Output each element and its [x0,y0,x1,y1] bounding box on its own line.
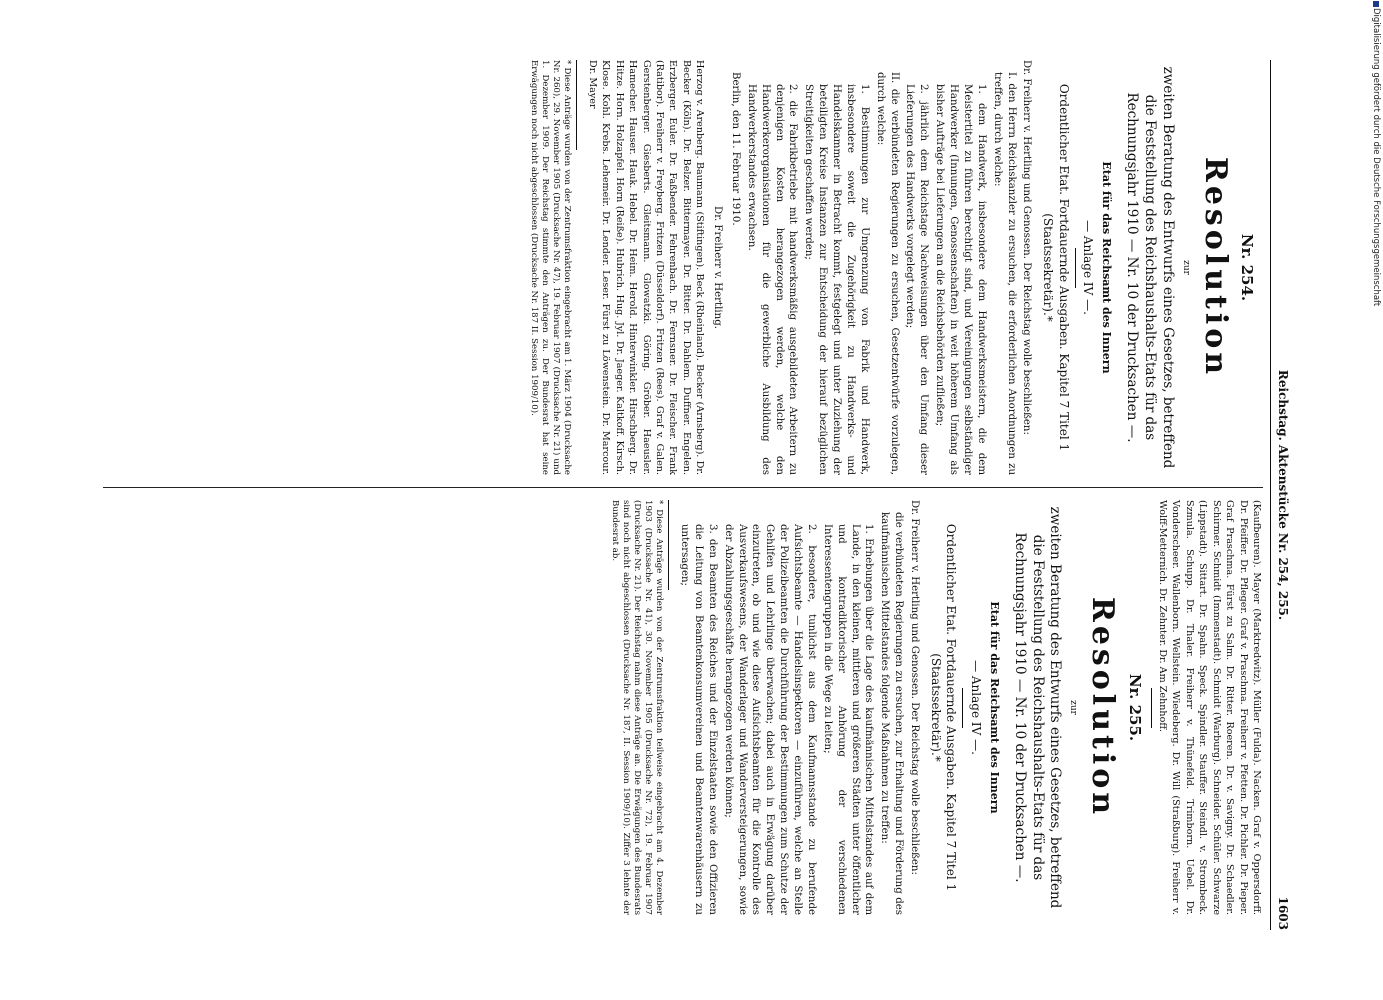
digitization-credit [1369,0,1383,1000]
motion-lead: die verbündeten Regierungen zu ersuchen, zur Erhaltung und Förderung des kaufmännischen Mittelstandes folgende Maßnahmen zu treffen: [879,512,905,915]
etat-heading: Etat für das Reichsamt des Innern [987,601,1001,814]
section-rule [1151,688,1152,728]
motion-item-i2: 2. jährlich dem Reichstage Nachweisungen über den Umfang dieser Lieferungen des Handwerks vorgelegt werden; [904,84,930,475]
co-signers-list-continued: (Kaufbeuren). Mayer (Marktredwitz). Müller (Fulda). Nacken. Graf v. Oppersdorff. Dr. Pfeiffer. Dr. Pfleger. Graf v. Praschma. Freiherr v. Pfetten. Dr. Pichler. Dr. Pieper. Graf Praschma. Fürst zu Salm. Dr. Ritter. Roeren. Dr. v. Savigny. Dr. Schaedler. Schirmer. Schmidt (Immenstadt). Schmidt (Warburg). Schneider. Schüler. Schwarze (Lippstadt). Sittart. Dr. Spahn. Speck. Spindler. Stauffer. Steindl. v. Strombeck. Szmula. Schupp. Dr. Thaler. Freiherr v. Thünefeld. Trimborn. Uebel. Dr. Vonderscheer. Wallenborn. Wellstein. Wiedeberg. Dr. Will (Straßburg). Freiherr v. Wolff-Metternich. Dr. Zehnter. Dr. Am Zehnhoff. [1157,500,1262,915]
motion-item-ii2: 2. die Fabrikbetriebe mit handwerksmäßig ausgebildeten Arbeitern zu denjenigen Kosten herangezogen werden, welche den Handwerkerorganisationen für die gewerbliche Ausbildung des Handwerkerstandes erwachsen. [745,84,799,475]
budget-chapter: Ordentlicher Etat. Fortdauernde Ausgaben. Kapitel 7 Titel 1 (Staatssekretär).* [928,523,959,892]
document-scan [93,60,1293,930]
signatory: Dr. Freiherr v. Hertling. [712,206,724,329]
zur-label: zur [1068,700,1079,715]
dfg-logo-icon [1373,1,1379,7]
footnote: * Diese Anträge wurden von der Zentrumsfraktion teilweise eingebracht am 4. Dezember 1903 (Drucksache Nr. 41), 30. November 1905 (Drucksache Nr. 72), 19. Februar 1907 (Drucksache Nr. 21). Der Reichstag nahm diese Anträge an. Die Erwägungen des Bundesrats sind noch nicht abgeschlossen (Drucksache Nr. 187, II. Session 1909/10). Ziffer 3 lehnte der Bundesrat ab. [609,500,665,915]
motion-section-ii: II. die verbündeten Regierungen zu ersuchen, Gesetzentwürfe vorzulegen, durch welche: [874,72,900,475]
budget-chapter: Ordentlicher Etat. Fortdauernde Ausgaben. Kapitel 7 Titel 1 (Staatssekretär).* [1041,83,1071,452]
footnote: * Diese Anträge wurden von der Zentrumsfraktion eingebracht am 1. März 1904 (Drucksache Nr. 260), 29. November 1905 (Drucksache Nr. 47), 19. Februar 1907 (Drucksache Nr. 21) und 1. Dezember 1909. Der Reichstag stimmte den Anträgen zu. Der Bundesrat hat seine Erwägungen noch nicht abgeschlossen (Drucksache Nr. 187 II. Session 1909/10). [528,60,573,475]
section-rule [1075,248,1076,288]
resolution-heading: Resolution [1085,596,1121,819]
resolution-title: zweiten Beratung des Entwurfs eines Gesetzes, betreffend die Feststellung des Reichshaushalts-Etats für das Rechnungsjahr 1910 — Nr. 10 der Drucksachen —. [1124,66,1176,469]
column-left [526,60,1263,475]
motion-section-i: I. den Herrn Reichskanzler zu ersuchen, die erforderlichen Anordnungen zu treffen, durch welche: [991,72,1017,475]
credit-text: Digitalisierung gefördert durch die Deutsche Forschungsgemeinschaft [1371,8,1381,307]
footnote-rule [668,500,669,590]
column-right [606,500,1263,915]
document-number: Nr. 254. [1238,233,1256,302]
footnote-rule [576,60,577,150]
motion-intro: Dr. Freiherr v. Hertling und Genossen. Der Reichstag wolle beschließen: [909,500,921,875]
motion-item-i1: 1. dem Handwerk, insbesondere dem Handwerksmeistern, die dem Meistertitel zu führen berechtigt sind, und Vereinigungen selbständiger Handwerker (Innungen, Genossenschaften) in weit höherem Umfang als bisher Aufträge bei Lieferungen an die Reichsbehörden zufließen; [934,84,987,475]
running-head [1270,60,1293,930]
column-divider [103,487,1263,488]
running-title: Reichstag. Aktenstücke Nr. 254, 255. [1276,369,1290,621]
section-rule [962,688,963,728]
anlage-label: — Anlage IV —. [1080,220,1095,315]
resolution-title: zweiten Beratung des Entwurfs eines Gesetzes, betreffend die Feststellung des Reichshaushalts-Etats für das Rechnungsjahr 1910 — Nr. 10 der Drucksachen —. [1012,506,1064,909]
zur-label: zur [1180,260,1191,275]
document-number: Nr. 255. [1125,673,1144,742]
etat-heading: Etat für das Reichsamt des Innern [1099,161,1113,374]
co-signers-list: Herzog v. Arenberg. Baumann (Stiftingen). Beck (Rheinland). Becker (Arnsberg). Dr. Becker (Köln). Dr. Belzer. Bittermayer. Dr. Bitter. Dr. Dahlem. Duffner. Engelen. Erzberger. Euler. Dr. Faßbender. Fehrenbach. Dr. Fernsner. Dr. Fleischer. Frank (Ratibor). Freiherr v. Freyberg. Fritzen (Düsseldorf). Fritzen (Rees). Graf v. Galen. Gerstenberger. Giesberts. Gleitsmann. Glowatzki. Göring. Gröber. Haeusler. Hamecher. Hauser. Hauk. Hebel. Dr. Heim. Herold. Hinterwinkler. Hirschberg. Dr. Hitze. Horn. Holzapfel. Horn (Reiße). Hubrich. Hug. Jyl. Dr. Jaeger. Kaltkoff. Kirsch. Klose. Kohl. Krebs. Lehemeir. Dr. Lender. Leser. Fürst zu Löwenstein. Dr. Marcour. Dr. Mayer [586,60,706,475]
motion-item-1: 1. Erhebungen über die Lage des kaufmännischen Mittelstandes auf dem Lande, in den kleinen, mittleren und größeren Städten unter öffentlicher und kontradiktorischer Anhörung der verschiedenen Interessentengruppen in die Wege zu leiten; [821,524,875,915]
resolution-heading: Resolution [1197,156,1233,379]
motion-intro: Dr. Freiherr v. Hertling und Genossen. Der Reichstag wolle beschließen: [1021,60,1033,435]
motion-date: Berlin, den 11. Februar 1910. [729,72,741,226]
anlage-label: — Anlage IV —. [968,660,983,755]
motion-item-2: 2. besondere, tunlichst aus dem Kaufmannsstande zu berufende Aufsichtsbeamte — Handelsinspektoren — einzuführen, welche an Stelle der Polizeibeamten die Durchführung der Bestimmungen zum Schutze der Gehilfen und Lehrlinge überwachen; dabei auch in Erwägung darüber einzutreten, ob und wie diese Aufsichtsbeamten für die Kontrolle des Ausverkaufswesens, der Wanderlager und Wanderversteigerungen, sowie der Abzahlungsgeschäfte herangezogen werden können; [722,524,817,915]
motion-item-ii1: 1. Bestimmungen zur Umgrenzung von Fabrik und Handwerk, insbesondere soweit die Zugehörigkeit zu Handwerks- und Handelskammer in Betracht kommt, festgelegt und unter Zuziehung der beteiligten Kreise Instanzen zur Entscheidung der hierauf bezüglichen Streitigkeiten geschaffen werden; [803,84,870,475]
page-number: 1603 [1276,896,1290,930]
motion-item-3: 3. den Beamten des Reiches und der Einzelstaaten sowie den Offizieren die Leitung von Beamtenkonsumvereinen und Beamtenwarenhäusern zu untersagen; [679,524,718,915]
